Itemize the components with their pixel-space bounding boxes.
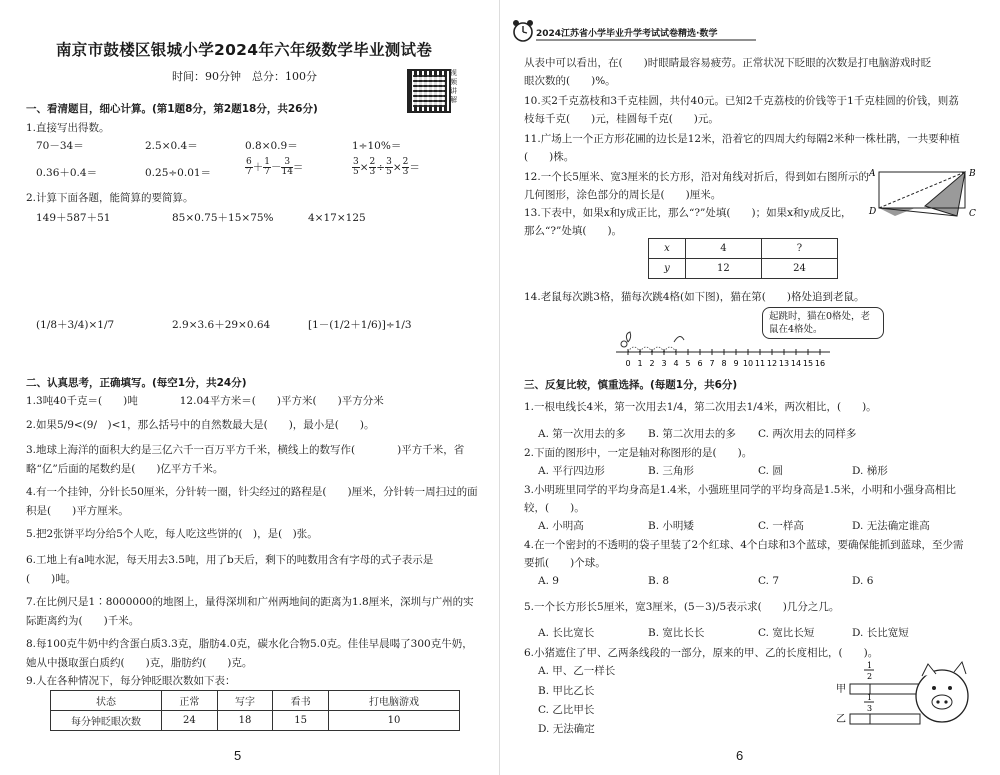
choice-option[interactable]: A. 平行四边形: [538, 465, 605, 477]
fill-question: 2.如果5/9<(9/ )<1，那么括号中的自然数最大是( )，最小是( )。: [26, 419, 375, 431]
header-underline: [536, 38, 756, 42]
choice-option[interactable]: D. 长比宽短: [852, 627, 909, 639]
section-1-heading: 一、看清题目，细心计算。(第1题8分，第2题18分，共26分): [26, 103, 318, 115]
q2-item: 149＋587＋51: [36, 212, 111, 224]
table-cell: 4: [685, 239, 761, 259]
fill-question: 5.把2张饼平均分给5个人吃，每人吃这些饼的( )，是( )张。: [26, 528, 318, 540]
page-number: 5: [234, 748, 242, 763]
choice-option[interactable]: B. 第二次用去的多: [648, 428, 736, 440]
table-cell: x: [649, 239, 686, 259]
pig-icon: [916, 662, 968, 722]
fill-question: 11.广场上一个正方形花圃的边长是12米，沿着它的四周大约每隔2米种一株杜鹃，一共要种植: [524, 133, 960, 145]
fill-question: 几何图形，涂色部分的周长是( )厘米。: [524, 189, 722, 201]
q2-item: [1－(1/2＋1/6)]÷1/3: [308, 319, 412, 331]
number-line-label: 16: [814, 359, 826, 368]
fill-question: 6.工地上有a吨水泥，每天用去3.5吨，用了b天后，剩下的吨数用含有字母的式子表示是: [26, 554, 434, 566]
number-line-label: 5: [685, 359, 691, 368]
choice-option[interactable]: B. 三角形: [648, 465, 694, 477]
xy-table: [648, 238, 838, 279]
table-row: [51, 691, 460, 711]
table-cell: 24: [761, 259, 837, 279]
mouse-icon: [674, 336, 684, 342]
table-cell: 12: [685, 259, 761, 279]
number-line-label: 3: [661, 359, 667, 368]
number-line-label: 11: [754, 359, 766, 368]
choice-option[interactable]: A. 第一次用去的多: [538, 428, 626, 440]
label-yi: 乙: [836, 714, 846, 725]
number-line-label: 14: [790, 359, 802, 368]
fill-question: 略“亿”后面的尾数约是( )亿平方千米。: [26, 463, 224, 475]
number-line-label: 2: [649, 359, 655, 368]
number-line-label: 6: [697, 359, 703, 368]
qr-code[interactable]: [407, 69, 451, 113]
choice-question: 较，( )。: [524, 502, 585, 514]
fill-question: 4.有一个挂钟，分针长50厘米，分针转一圈，针尖经过的路程是( )厘米，分针转一周扫过的面: [26, 486, 478, 498]
q2-item: 2.9×3.6＋29×0.64: [172, 319, 271, 331]
table-row: [51, 711, 460, 731]
q1-item: 1÷10%＝: [352, 140, 402, 152]
fill-question: 3.地球上海洋的面积大约是三亿六千一百万平方千米，横线上的数写作( )平方千米，省: [26, 444, 465, 456]
number-line-label: 0: [625, 359, 631, 368]
table-cell: 每分钟眨眼次数: [51, 711, 162, 731]
table-cell: 15: [273, 711, 329, 731]
table-row: [649, 259, 838, 279]
number-line-label: 1: [637, 359, 643, 368]
fig-label-a: A: [869, 169, 876, 179]
label-jia: 甲: [836, 684, 846, 695]
fill-question: 她从中摄取蛋白质约( )克，脂肪约( )克。: [26, 657, 253, 669]
fill-question: 积是( )平方厘米。: [26, 505, 129, 517]
table-row: [649, 239, 838, 259]
number-line-label: 8: [721, 359, 727, 368]
number-line-label: 9: [733, 359, 739, 368]
q1-item: 2.5×0.4＝: [145, 140, 198, 152]
speech-bubble: 起跳时，猫在0格处，老鼠在4格处。: [762, 307, 884, 339]
choice-option[interactable]: D. 无法确定谁高: [852, 520, 930, 532]
table-cell: 10: [329, 711, 460, 731]
right-page: [500, 0, 1000, 775]
table-cell: 24: [162, 711, 218, 731]
table-cell: ?: [761, 239, 837, 259]
q1-fraction-expr-2: $\frac{3}{5}$ × $\frac{2}{3}$ ÷ $\frac{3}{5}$ × $\frac{2}{3}$ ＝: [353, 157, 420, 177]
choice-option[interactable]: B. 8: [648, 575, 670, 587]
q2-item: 4×17×125: [308, 212, 366, 224]
fill-question: 10.买2千克荔枝和3千克桂圆，共付40元。已知2千克荔枝的价钱等于1千克桂圆的价钱，则荔: [524, 95, 959, 107]
number-line-label: 15: [802, 359, 814, 368]
number-line-label: 7: [709, 359, 715, 368]
fill-question: 9.人在各种情况下，每分钟眨眼次数如下表：: [26, 675, 236, 687]
page-header: 2024江苏省小学毕业升学考试试卷精选·数学: [536, 29, 718, 39]
fill-question: 际距离约为( )千米。: [26, 615, 140, 627]
frac-num: 1: [867, 661, 873, 670]
table-cell: y: [649, 259, 686, 279]
choice-option[interactable]: D. 梯形: [852, 465, 888, 477]
fill-question: 眼次数的( )%。: [524, 75, 616, 87]
choice-question: 3.小明班里同学的平均身高是1.4米，小强班里同学的平均身高是1.5米，小明和小强身高相比: [524, 484, 956, 496]
choice-question: 2.下面的图形中，一定是轴对称图形的是( )。: [524, 447, 753, 459]
fill-question: 1.3吨40千克＝( )吨 12.04平方米＝( )平方米( )平方分米: [26, 395, 384, 407]
exam-title: 南京市鼓楼区银城小学2024年六年级数学毕业测试卷: [56, 41, 433, 59]
alarm-clock-icon: [510, 18, 536, 44]
fig-label-d: D: [869, 207, 877, 217]
q1-item: 0.25÷0.01＝: [145, 167, 212, 179]
choice-option[interactable]: B. 宽比长长: [648, 627, 705, 639]
fig-label-c: C: [969, 209, 976, 219]
q2-title: 2.计算下面各题，能简算的要简算。: [26, 192, 194, 204]
exam-subtitle: 时间：90分钟 总分：100分: [172, 70, 317, 83]
pig-figure: [830, 658, 980, 738]
qr-label: 视频讲解: [450, 69, 457, 104]
choice-option[interactable]: C. 圆: [758, 465, 783, 477]
table-header: 状态: [51, 691, 162, 711]
cat-head-icon: [621, 341, 627, 347]
q1-fraction-expr-1: $\frac{6}{7}$ ＋ $\frac{1}{7}$ － $\frac{3}{14}$ ＝: [246, 157, 304, 177]
fill-question: 14.老鼠每次跳3格，猫每次跳4格(如下图)，猫在第( )格处追到老鼠。: [524, 291, 865, 303]
q1-title: 1.直接写出得数。: [26, 122, 110, 134]
fig-label-b: B: [969, 169, 976, 179]
section-3-heading: 三、反复比较，慎重选择。(每题1分，共6分): [524, 379, 738, 391]
number-line: [608, 330, 838, 370]
fill-question: ( )吨。: [26, 573, 77, 585]
page-number: 6: [736, 748, 744, 763]
choice-option[interactable]: D. 无法确定: [538, 723, 595, 735]
choice-option[interactable]: A. 9: [538, 575, 559, 587]
frac-num: 1: [867, 693, 873, 702]
fill-question: 12.一个长5厘米、宽3厘米的长方形，沿对角线对折后，得到如右图所示的: [524, 171, 870, 183]
choice-option[interactable]: B. 甲比乙长: [538, 685, 595, 697]
table-cell: 18: [217, 711, 273, 731]
number-line-label: 13: [778, 359, 790, 368]
section-2-heading: 二、认真思考，正确填写。(每空1分，共24分): [26, 377, 247, 389]
choice-option[interactable]: C. 宽比长短: [758, 627, 815, 639]
number-line-label: 10: [742, 359, 754, 368]
q1-item: 0.8×0.9＝: [245, 140, 298, 152]
choice-question: 5.一个长方形长5厘米，宽3厘米，(5－3)/5表示求( )几分之几。: [524, 601, 840, 613]
fill-question: 13.下表中，如果x和y成正比，那么“?”处填( )；如果x和y成反比，: [524, 207, 852, 219]
choice-option[interactable]: C. 7: [758, 575, 780, 587]
q2-item: (1/8＋3/4)×1/7: [36, 319, 115, 331]
fill-question: ( )株。: [524, 151, 575, 163]
choice-option[interactable]: C. 两次用去的同样多: [758, 428, 857, 440]
number-line-label: 12: [766, 359, 778, 368]
table-header: 写字: [217, 691, 273, 711]
table-header: 看书: [273, 691, 329, 711]
number-line-label: 4: [673, 359, 679, 368]
fill-question: 从表中可以看出，在( )时眼睛最容易疲劳。正常状况下眨眼的次数是打电脑游戏时眨: [524, 57, 932, 69]
fill-question: 7.在比例尺是1∶8000000的地图上，量得深圳和广州两地间的距离为1.8厘米，深圳与广州的实: [26, 596, 474, 608]
choice-option[interactable]: A. 长比宽长: [538, 627, 595, 639]
q2-item: 85×0.75＋15×75%: [172, 212, 274, 224]
frac-den: 3: [867, 704, 873, 713]
table-header: 正常: [162, 691, 218, 711]
blink-table: [50, 690, 460, 731]
folded-rectangle-figure: [865, 166, 980, 222]
choice-question: 1.一根电线长4米，第一次用去1/4，第二次用去1/4米，两次相比，( )。: [524, 401, 877, 413]
cat-icon: [626, 332, 630, 342]
fill-question: 那么“?”处填( )。: [524, 225, 623, 237]
choice-option[interactable]: A. 甲、乙一样长: [538, 665, 616, 677]
choice-question: 6.小猪遮住了甲、乙两条线段的一部分，原来的甲、乙的长度相比，( )。: [524, 647, 879, 659]
frac-den: 2: [867, 672, 873, 681]
choice-question: 4.在一个密封的不透明的袋子里装了2个红球、4个白球和3个蓝球，要确保能抓到蓝球，至少需: [524, 539, 964, 551]
choice-question: 要抓( )个球。: [524, 557, 606, 569]
choice-option[interactable]: D. 6: [852, 575, 874, 587]
choice-option[interactable]: A. 小明高: [538, 520, 584, 532]
choice-option[interactable]: C. 一样高: [758, 520, 804, 532]
q1-item: 0.36＋0.4＝: [36, 167, 98, 179]
choice-option[interactable]: C. 乙比甲长: [538, 704, 595, 716]
table-header: 打电脑游戏: [329, 691, 460, 711]
choice-option[interactable]: B. 小明矮: [648, 520, 694, 532]
fill-question: 8.每100克牛奶中约含蛋白质3.3克，脂肪4.0克，碳水化合物5.0克。佳佳早晨喝了300克牛奶，: [26, 638, 473, 650]
q1-item: 70－34＝: [36, 140, 84, 152]
fill-question: 枝每千克( )元，桂圆每千克( )元。: [524, 113, 719, 125]
